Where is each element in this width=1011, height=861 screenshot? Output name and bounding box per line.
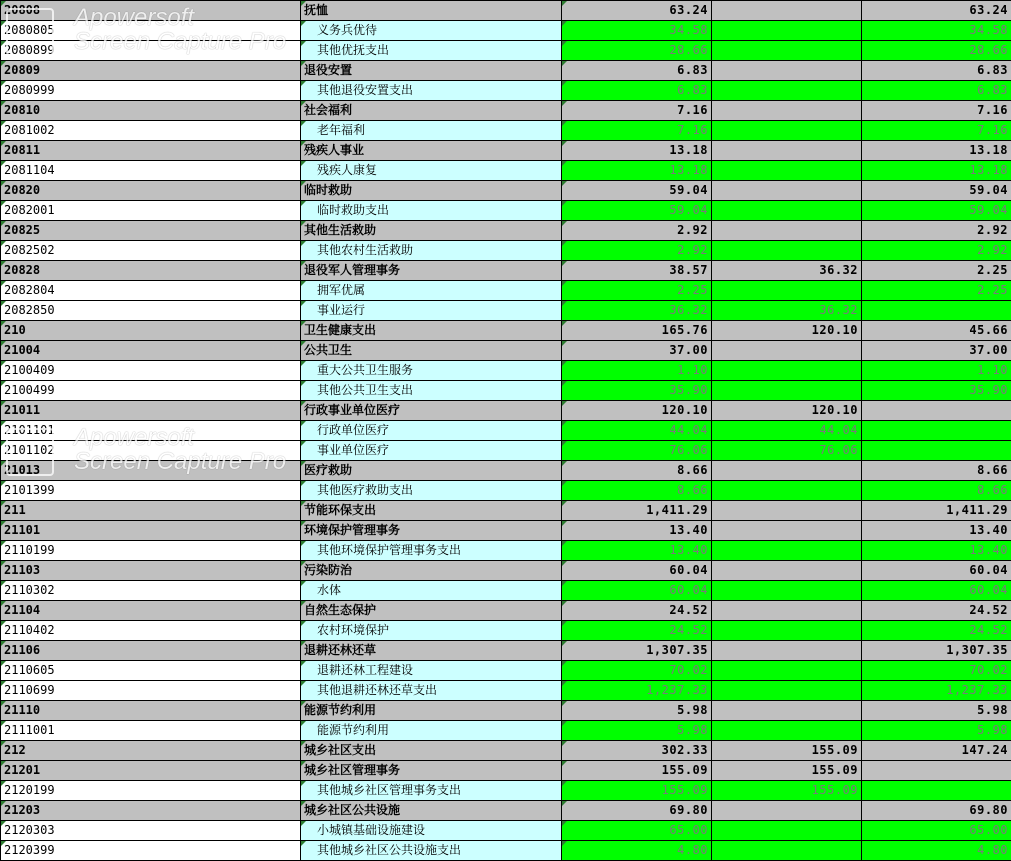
name-cell[interactable]: 其他生活救助 [301, 221, 562, 241]
amount-project-cell[interactable] [862, 781, 1011, 801]
name-cell[interactable]: 社会福利 [301, 101, 562, 121]
amount-project-cell[interactable]: 13.18 [862, 161, 1011, 181]
amount-total-cell[interactable]: 5.98 [562, 701, 712, 721]
code-cell[interactable]: 2101102 [1, 441, 301, 461]
amount-basic-cell[interactable] [712, 561, 862, 581]
amount-project-cell[interactable]: 24.52 [862, 601, 1011, 621]
code-cell[interactable]: 2101399 [1, 481, 301, 501]
table-row [1, 121, 1011, 141]
amount-total-cell[interactable]: 59.04 [562, 201, 712, 221]
watermark-line2: Screen Capture Pro [74, 448, 286, 476]
code-cell[interactable]: 2100499 [1, 381, 301, 401]
amount-project-cell[interactable]: 2.25 [862, 261, 1011, 281]
table-row [1, 661, 1011, 681]
amount-project-cell[interactable]: 5.98 [862, 701, 1011, 721]
code-cell[interactable]: 2110699 [1, 681, 301, 701]
amount-total-cell[interactable]: 1,237.33 [562, 681, 712, 701]
amount-project-cell[interactable]: 13.40 [862, 541, 1011, 561]
code-cell[interactable]: 21013 [1, 461, 301, 481]
table-row [1, 821, 1011, 841]
code-cell[interactable]: 2080899 [1, 41, 301, 61]
table-row [1, 1, 1011, 21]
name-cell[interactable]: 能源节约利用 [301, 721, 562, 741]
name-cell[interactable]: 公共卫生 [301, 341, 562, 361]
name-cell[interactable]: 临时救助 [301, 181, 562, 201]
amount-basic-cell[interactable] [712, 81, 862, 101]
amount-basic-cell[interactable]: 36.32 [712, 301, 862, 321]
code-cell[interactable]: 211 [1, 501, 301, 521]
amount-basic-cell[interactable] [712, 461, 862, 481]
code-cell[interactable]: 21201 [1, 761, 301, 781]
name-cell[interactable]: 城乡社区公共设施 [301, 801, 562, 821]
name-cell[interactable]: 事业单位医疗 [301, 441, 562, 461]
name-cell[interactable]: 其他农村生活救助 [301, 241, 562, 261]
amount-project-cell[interactable]: 59.04 [862, 181, 1011, 201]
amount-total-cell[interactable]: 155.09 [562, 781, 712, 801]
amount-total-cell[interactable]: 8.66 [562, 481, 712, 501]
amount-project-cell[interactable]: 45.66 [862, 321, 1011, 341]
table-row [1, 761, 1011, 781]
table-row [1, 141, 1011, 161]
amount-total-cell[interactable]: 35.90 [562, 381, 712, 401]
amount-basic-cell[interactable] [712, 541, 862, 561]
amount-basic-cell[interactable] [712, 101, 862, 121]
name-cell[interactable]: 环境保护管理事务 [301, 521, 562, 541]
amount-basic-cell[interactable] [712, 701, 862, 721]
amount-total-cell[interactable]: 37.00 [562, 341, 712, 361]
amount-total-cell[interactable]: 13.40 [562, 521, 712, 541]
code-cell[interactable]: 2082001 [1, 201, 301, 221]
name-cell[interactable]: 农村环境保护 [301, 621, 562, 641]
amount-basic-cell[interactable] [712, 341, 862, 361]
table-row [1, 741, 1011, 761]
amount-project-cell[interactable]: 13.18 [862, 141, 1011, 161]
name-cell[interactable]: 节能环保支出 [301, 501, 562, 521]
table-row [1, 161, 1011, 181]
amount-project-cell[interactable]: 4.80 [862, 841, 1011, 861]
amount-basic-cell[interactable] [712, 521, 862, 541]
name-cell[interactable]: 其他医疗救助支出 [301, 481, 562, 501]
code-cell[interactable]: 2110402 [1, 621, 301, 641]
code-cell[interactable]: 2080999 [1, 81, 301, 101]
name-cell[interactable]: 退耕还林工程建设 [301, 661, 562, 681]
amount-project-cell[interactable]: 34.58 [862, 21, 1011, 41]
name-cell[interactable]: 重大公共卫生服务 [301, 361, 562, 381]
amount-basic-cell[interactable] [712, 621, 862, 641]
amount-total-cell[interactable]: 4.80 [562, 841, 712, 861]
amount-project-cell[interactable]: 1,237.33 [862, 681, 1011, 701]
amount-basic-cell[interactable] [712, 21, 862, 41]
amount-total-cell[interactable]: 165.76 [562, 321, 712, 341]
table-row [1, 501, 1011, 521]
amount-total-cell[interactable]: 76.06 [562, 441, 712, 461]
table-row [1, 241, 1011, 261]
table-row [1, 21, 1011, 41]
code-cell[interactable]: 2110302 [1, 581, 301, 601]
name-cell[interactable]: 残疾人事业 [301, 141, 562, 161]
amount-project-cell[interactable]: 69.80 [862, 801, 1011, 821]
amount-project-cell[interactable] [862, 421, 1011, 441]
amount-basic-cell[interactable] [712, 281, 862, 301]
name-cell[interactable]: 其他城乡社区公共设施支出 [301, 841, 562, 861]
code-cell[interactable]: 2120303 [1, 821, 301, 841]
code-cell[interactable]: 2081104 [1, 161, 301, 181]
table-row [1, 221, 1011, 241]
code-cell[interactable]: 21011 [1, 401, 301, 421]
amount-project-cell[interactable]: 147.24 [862, 741, 1011, 761]
amount-total-cell[interactable]: 24.52 [562, 601, 712, 621]
amount-total-cell[interactable]: 28.66 [562, 41, 712, 61]
amount-total-cell[interactable]: 6.83 [562, 81, 712, 101]
name-cell[interactable]: 事业运行 [301, 301, 562, 321]
amount-basic-cell[interactable]: 120.10 [712, 321, 862, 341]
amount-basic-cell[interactable]: 76.06 [712, 441, 862, 461]
table-row [1, 201, 1011, 221]
code-cell[interactable]: 2110199 [1, 541, 301, 561]
code-cell[interactable]: 21103 [1, 561, 301, 581]
name-cell[interactable]: 其他退耕还林还草支出 [301, 681, 562, 701]
amount-basic-cell[interactable] [712, 161, 862, 181]
amount-project-cell[interactable]: 28.66 [862, 41, 1011, 61]
amount-total-cell[interactable]: 65.00 [562, 821, 712, 841]
table-row [1, 801, 1011, 821]
amount-project-cell[interactable]: 7.16 [862, 121, 1011, 141]
code-cell[interactable]: 20808 [1, 1, 301, 21]
amount-basic-cell[interactable] [712, 581, 862, 601]
amount-total-cell[interactable]: 302.33 [562, 741, 712, 761]
amount-basic-cell[interactable] [712, 201, 862, 221]
code-cell[interactable]: 20825 [1, 221, 301, 241]
amount-project-cell[interactable]: 1,411.29 [862, 501, 1011, 521]
table-row [1, 321, 1011, 341]
table-row [1, 41, 1011, 61]
amount-total-cell[interactable]: 63.24 [562, 1, 712, 21]
amount-basic-cell[interactable] [712, 361, 862, 381]
code-cell[interactable]: 2080805 [1, 21, 301, 41]
amount-project-cell[interactable] [862, 401, 1011, 421]
table-row [1, 261, 1011, 281]
watermark-line2: Screen Capture Pro [74, 28, 286, 56]
amount-total-cell[interactable]: 70.02 [562, 661, 712, 681]
amount-basic-cell[interactable] [712, 61, 862, 81]
table-row [1, 521, 1011, 541]
table-row [1, 681, 1011, 701]
amount-total-cell[interactable]: 60.04 [562, 561, 712, 581]
amount-basic-cell[interactable] [712, 181, 862, 201]
amount-project-cell[interactable]: 2.92 [862, 241, 1011, 261]
code-cell[interactable]: 2101101 [1, 421, 301, 441]
code-cell[interactable]: 20828 [1, 261, 301, 281]
code-cell[interactable]: 2082502 [1, 241, 301, 261]
code-cell[interactable]: 2120399 [1, 841, 301, 861]
name-cell[interactable]: 自然生态保护 [301, 601, 562, 621]
amount-project-cell[interactable]: 24.52 [862, 621, 1011, 641]
name-cell[interactable]: 临时救助支出 [301, 201, 562, 221]
amount-total-cell[interactable]: 60.04 [562, 581, 712, 601]
name-cell[interactable]: 残疾人康复 [301, 161, 562, 181]
table-row [1, 601, 1011, 621]
amount-basic-cell[interactable] [712, 1, 862, 21]
amount-total-cell[interactable]: 1,307.35 [562, 641, 712, 661]
name-cell[interactable]: 卫生健康支出 [301, 321, 562, 341]
amount-basic-cell[interactable]: 155.09 [712, 781, 862, 801]
amount-project-cell[interactable]: 8.66 [862, 461, 1011, 481]
amount-basic-cell[interactable] [712, 721, 862, 741]
amount-project-cell[interactable] [862, 761, 1011, 781]
amount-basic-cell[interactable] [712, 241, 862, 261]
amount-total-cell[interactable]: 155.09 [562, 761, 712, 781]
amount-project-cell[interactable] [862, 301, 1011, 321]
amount-project-cell[interactable]: 6.83 [862, 61, 1011, 81]
amount-project-cell[interactable]: 65.00 [862, 821, 1011, 841]
name-cell[interactable]: 水体 [301, 581, 562, 601]
amount-project-cell[interactable]: 5.98 [862, 721, 1011, 741]
table-row [1, 581, 1011, 601]
code-cell[interactable]: 2082850 [1, 301, 301, 321]
name-cell[interactable]: 义务兵优待 [301, 21, 562, 41]
amount-basic-cell[interactable]: 120.10 [712, 401, 862, 421]
amount-basic-cell[interactable] [712, 821, 862, 841]
name-cell[interactable]: 其他优抚支出 [301, 41, 562, 61]
amount-total-cell[interactable]: 24.52 [562, 621, 712, 641]
amount-basic-cell[interactable] [712, 661, 862, 681]
table-row [1, 281, 1011, 301]
amount-basic-cell[interactable] [712, 381, 862, 401]
amount-total-cell[interactable]: 2.92 [562, 241, 712, 261]
table-row [1, 101, 1011, 121]
amount-basic-cell[interactable] [712, 41, 862, 61]
amount-basic-cell[interactable] [712, 601, 862, 621]
table-row [1, 461, 1011, 481]
table-row [1, 561, 1011, 581]
amount-basic-cell[interactable] [712, 121, 862, 141]
amount-project-cell[interactable]: 63.24 [862, 1, 1011, 21]
amount-project-cell[interactable]: 1,307.35 [862, 641, 1011, 661]
table-row [1, 641, 1011, 661]
code-cell[interactable]: 20809 [1, 61, 301, 81]
amount-total-cell[interactable]: 13.18 [562, 141, 712, 161]
amount-total-cell[interactable]: 1.10 [562, 361, 712, 381]
code-cell[interactable]: 21106 [1, 641, 301, 661]
amount-total-cell[interactable]: 36.32 [562, 301, 712, 321]
code-cell[interactable]: 20820 [1, 181, 301, 201]
name-cell[interactable]: 医疗救助 [301, 461, 562, 481]
table-row [1, 541, 1011, 561]
code-cell[interactable]: 21110 [1, 701, 301, 721]
amount-project-cell[interactable]: 7.16 [862, 101, 1011, 121]
amount-project-cell[interactable]: 59.04 [862, 201, 1011, 221]
amount-basic-cell[interactable] [712, 641, 862, 661]
amount-total-cell[interactable]: 44.04 [562, 421, 712, 441]
name-cell[interactable]: 小城镇基础设施建设 [301, 821, 562, 841]
amount-total-cell[interactable]: 8.66 [562, 461, 712, 481]
name-cell[interactable]: 行政单位医疗 [301, 421, 562, 441]
code-cell[interactable]: 2120199 [1, 781, 301, 801]
amount-basic-cell[interactable] [712, 681, 862, 701]
amount-total-cell[interactable]: 1,411.29 [562, 501, 712, 521]
amount-total-cell[interactable]: 38.57 [562, 261, 712, 281]
table-row [1, 81, 1011, 101]
watermark-line1: Apowersoft [74, 424, 194, 452]
code-cell[interactable]: 2082804 [1, 281, 301, 301]
code-cell[interactable]: 21004 [1, 341, 301, 361]
name-cell[interactable]: 其他环境保护管理事务支出 [301, 541, 562, 561]
table-row [1, 701, 1011, 721]
name-cell[interactable]: 拥军优属 [301, 281, 562, 301]
table-row [1, 421, 1011, 441]
watermark-line1: Apowersoft [74, 4, 194, 32]
amount-project-cell[interactable]: 2.25 [862, 281, 1011, 301]
amount-project-cell[interactable]: 37.00 [862, 341, 1011, 361]
code-cell[interactable]: 2100409 [1, 361, 301, 381]
code-cell[interactable]: 20810 [1, 101, 301, 121]
amount-total-cell[interactable]: 69.80 [562, 801, 712, 821]
table-row [1, 61, 1011, 81]
code-cell[interactable]: 21203 [1, 801, 301, 821]
amount-basic-cell[interactable] [712, 501, 862, 521]
amount-basic-cell[interactable] [712, 801, 862, 821]
name-cell[interactable]: 其他退役安置支出 [301, 81, 562, 101]
amount-total-cell[interactable]: 5.98 [562, 721, 712, 741]
amount-basic-cell[interactable] [712, 221, 862, 241]
code-cell[interactable]: 212 [1, 741, 301, 761]
amount-total-cell[interactable]: 7.16 [562, 121, 712, 141]
amount-total-cell[interactable]: 2.92 [562, 221, 712, 241]
code-cell[interactable]: 2110605 [1, 661, 301, 681]
table-row [1, 401, 1011, 421]
amount-basic-cell[interactable] [712, 481, 862, 501]
amount-basic-cell[interactable]: 44.04 [712, 421, 862, 441]
amount-total-cell[interactable]: 6.83 [562, 61, 712, 81]
table-row [1, 481, 1011, 501]
name-cell[interactable]: 其他公共卫生支出 [301, 381, 562, 401]
table-row [1, 301, 1011, 321]
name-cell[interactable]: 城乡社区管理事务 [301, 761, 562, 781]
amount-project-cell[interactable]: 60.04 [862, 561, 1011, 581]
amount-total-cell[interactable]: 2.25 [562, 281, 712, 301]
amount-project-cell[interactable]: 2.92 [862, 221, 1011, 241]
amount-basic-cell[interactable] [712, 141, 862, 161]
name-cell[interactable]: 行政事业单位医疗 [301, 401, 562, 421]
amount-project-cell[interactable]: 1.10 [862, 361, 1011, 381]
code-cell[interactable]: 2081002 [1, 121, 301, 141]
code-cell[interactable]: 21104 [1, 601, 301, 621]
table-row [1, 181, 1011, 201]
code-cell[interactable]: 20811 [1, 141, 301, 161]
name-cell[interactable]: 城乡社区支出 [301, 741, 562, 761]
table-row [1, 361, 1011, 381]
sheet-body [1, 1, 1011, 861]
name-cell[interactable]: 能源节约利用 [301, 701, 562, 721]
amount-project-cell[interactable]: 35.90 [862, 381, 1011, 401]
name-cell[interactable]: 污染防治 [301, 561, 562, 581]
amount-total-cell[interactable]: 59.04 [562, 181, 712, 201]
amount-basic-cell[interactable]: 36.32 [712, 261, 862, 281]
amount-total-cell[interactable]: 13.18 [562, 161, 712, 181]
name-cell[interactable]: 其他城乡社区管理事务支出 [301, 781, 562, 801]
table-row [1, 721, 1011, 741]
table-row [1, 381, 1011, 401]
code-cell[interactable]: 2111001 [1, 721, 301, 741]
name-cell[interactable]: 退役军人管理事务 [301, 261, 562, 281]
amount-project-cell[interactable]: 13.40 [862, 521, 1011, 541]
code-cell[interactable]: 210 [1, 321, 301, 341]
amount-project-cell[interactable]: 6.83 [862, 81, 1011, 101]
amount-total-cell[interactable]: 120.10 [562, 401, 712, 421]
amount-project-cell[interactable]: 60.04 [862, 581, 1011, 601]
table-row [1, 621, 1011, 641]
name-cell[interactable]: 老年福利 [301, 121, 562, 141]
code-cell[interactable]: 21101 [1, 521, 301, 541]
amount-basic-cell[interactable]: 155.09 [712, 741, 862, 761]
name-cell[interactable]: 退役安置 [301, 61, 562, 81]
amount-total-cell[interactable]: 13.40 [562, 541, 712, 561]
table-row [1, 341, 1011, 361]
amount-basic-cell[interactable]: 155.09 [712, 761, 862, 781]
amount-total-cell[interactable]: 7.16 [562, 101, 712, 121]
table-row [1, 781, 1011, 801]
name-cell[interactable]: 退耕还林还草 [301, 641, 562, 661]
amount-project-cell[interactable]: 8.66 [862, 481, 1011, 501]
table-row [1, 441, 1011, 461]
name-cell[interactable]: 抚恤 [301, 1, 562, 21]
amount-total-cell[interactable]: 34.58 [562, 21, 712, 41]
amount-project-cell[interactable] [862, 441, 1011, 461]
amount-project-cell[interactable]: 70.02 [862, 661, 1011, 681]
